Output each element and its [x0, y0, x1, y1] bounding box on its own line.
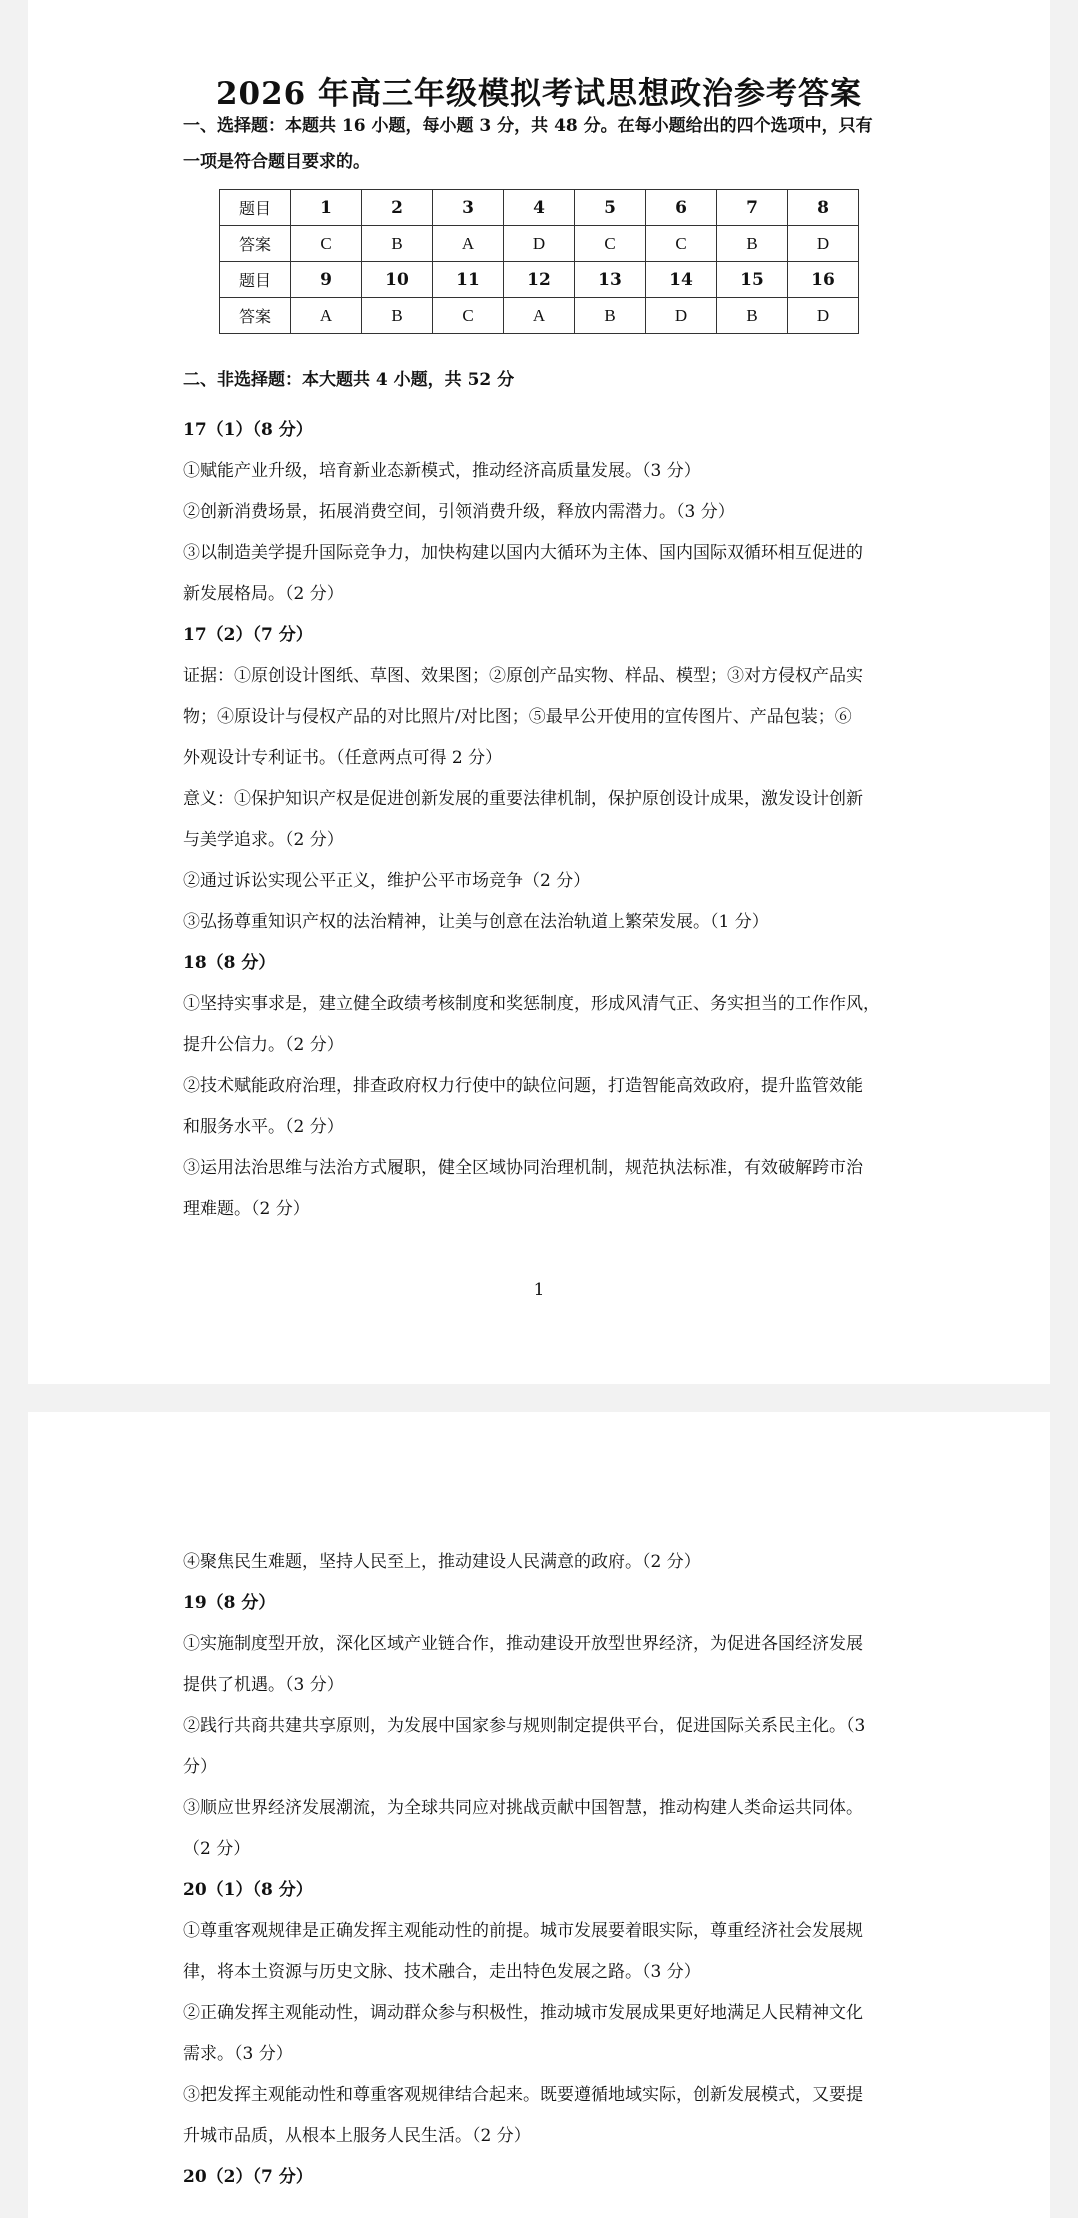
answer-option: D — [788, 226, 859, 262]
question-heading: 20（1）（8 分） — [183, 1880, 313, 1900]
answer-text-line: 与美学追求。（2 分） — [183, 830, 344, 850]
row-label-answer: 答案 — [220, 298, 291, 334]
answer-text-line: 证据：①原创设计图纸、草图、效果图；②原创产品实物、样品、模型；③对方侵权产品实 — [183, 666, 863, 686]
answer-text-line: ①坚持实事求是，建立健全政绩考核制度和奖惩制度，形成风清气正、务实担当的工作作风， — [183, 994, 880, 1014]
answer-option: A — [504, 298, 575, 334]
answer-text-line: 外观设计专利证书。（任意两点可得 2 分） — [183, 748, 503, 768]
answer-text-line: ③运用法治思维与法治方式履职，健全区域协同治理机制，规范执法标准，有效破解跨市治 — [183, 1158, 863, 1178]
answer-text-line: 新发展格局。（2 分） — [183, 584, 344, 604]
section-1-line-2: 一项是符合题目要求的。 — [183, 152, 370, 172]
answer-text-line: ③顺应世界经济发展潮流，为全球共同应对挑战贡献中国智慧，推动构建人类命运共同体。 — [183, 1798, 863, 1818]
page-number: 1 — [533, 1280, 545, 1300]
question-heading: 17（1）（8 分） — [183, 420, 313, 440]
answer-option: D — [504, 226, 575, 262]
answer-text-line: 律，将本土资源与历史文脉、技术融合，走出特色发展之路。（3 分） — [183, 1962, 701, 1982]
answer-text-line: ③把发挥主观能动性和尊重客观规律结合起来。既要遵循地域实际，创新发展模式，又要提 — [183, 2085, 863, 2105]
question-row-2 — [220, 262, 859, 298]
answer-text-line: ②践行共商共建共享原则，为发展中国家参与规则制定提供平台，促进国际关系民主化。（3 — [183, 1716, 866, 1736]
answer-text-line: ②创新消费场景，拓展消费空间，引领消费升级，释放内需潜力。（3 分） — [183, 502, 735, 522]
answer-text-line: ③以制造美学提升国际竞争力，加快构建以国内大循环为主体、国内国际双循环相互促进的 — [183, 543, 863, 563]
answer-text-line: 理难题。（2 分） — [183, 1199, 310, 1219]
answer-option: C — [291, 226, 362, 262]
page-2-body — [183, 1542, 923, 2198]
answer-option: C — [646, 226, 717, 262]
answer-text-line: 和服务水平。（2 分） — [183, 1117, 344, 1137]
answer-text-line: ②技术赋能政府治理，排查政府权力行使中的缺位问题，打造智能高效政府，提升监管效能 — [183, 1076, 863, 1096]
answer-text-line: ①赋能产业升级，培育新业态新模式，推动经济高质量发展。（3 分） — [183, 461, 701, 481]
question-number: 6 — [646, 190, 717, 226]
answer-text-line: 物；④原设计与侵权产品的对比照片/对比图；⑤最早公开使用的宣传图片、产品包装；⑥ — [183, 707, 852, 727]
answer-text-line: ①尊重客观规律是正确发挥主观能动性的前提。城市发展要着眼实际，尊重经济社会发展规 — [183, 1921, 863, 1941]
question-heading: 19（8 分） — [183, 1593, 276, 1613]
answer-text-line: 提升公信力。（2 分） — [183, 1035, 344, 1055]
question-row-1 — [220, 190, 859, 226]
answer-option: B — [362, 298, 433, 334]
answer-option: C — [433, 298, 504, 334]
section-2-heading-wrap — [183, 362, 923, 398]
document-title: 2026 年高三年级模拟考试思想政治参考答案 — [215, 76, 863, 112]
answer-text-line: （2 分） — [183, 1839, 251, 1859]
question-heading: 17（2）（7 分） — [183, 625, 313, 645]
answer-text-line: 需求。（3 分） — [183, 2044, 293, 2064]
question-number: 7 — [717, 190, 788, 226]
answer-text-line: ②正确发挥主观能动性，调动群众参与积极性，推动城市发展成果更好地满足人民精神文化 — [183, 2003, 863, 2023]
answer-option: B — [575, 298, 646, 334]
answer-text-line: 分） — [183, 1757, 217, 1777]
question-number: 14 — [646, 262, 717, 298]
answer-row-1 — [220, 226, 859, 262]
answer-text-line: 升城市品质，从根本上服务人民生活。（2 分） — [183, 2126, 531, 2146]
answer-text-line: ③弘扬尊重知识产权的法治精神，让美与创意在法治轨道上繁荣发展。（1 分） — [183, 912, 769, 932]
answer-text-line: 提供了机遇。（3 分） — [183, 1675, 344, 1695]
question-number: 10 — [362, 262, 433, 298]
answer-text-line: ④聚焦民生难题，坚持人民至上，推动建设人民满意的政府。（2 分） — [183, 1552, 701, 1572]
answer-option: D — [646, 298, 717, 334]
choice-answer-table — [219, 189, 859, 334]
row-label-question: 题目 — [220, 262, 291, 298]
section-1-heading — [183, 108, 923, 180]
answer-text-line: 意义：①保护知识产权是促进创新发展的重要法律机制，保护原创设计成果，激发设计创新 — [183, 789, 863, 809]
question-number: 8 — [788, 190, 859, 226]
question-number: 15 — [717, 262, 788, 298]
answer-option: B — [717, 298, 788, 334]
answer-page-1 — [28, 0, 1050, 1384]
question-number: 5 — [575, 190, 646, 226]
question-heading: 18（8 分） — [183, 953, 276, 973]
question-number: 1 — [291, 190, 362, 226]
question-number: 11 — [433, 262, 504, 298]
answer-option: A — [433, 226, 504, 262]
question-number: 16 — [788, 262, 859, 298]
answer-text-line: ①实施制度型开放，深化区域产业链合作，推动建设开放型世界经济，为促进各国经济发展 — [183, 1634, 863, 1654]
answer-option: C — [575, 226, 646, 262]
question-number: 4 — [504, 190, 575, 226]
question-number: 13 — [575, 262, 646, 298]
answer-option: A — [291, 298, 362, 334]
question-number: 9 — [291, 262, 362, 298]
question-heading: 20（2）（7 分） — [183, 2167, 313, 2187]
page-1-body — [183, 410, 923, 1230]
answer-option: B — [362, 226, 433, 262]
section-2-heading: 二、非选择题：本大题共 4 小题，共 52 分 — [183, 370, 515, 390]
row-label-answer: 答案 — [220, 226, 291, 262]
answer-page-2 — [28, 1412, 1050, 2218]
question-number: 12 — [504, 262, 575, 298]
question-number: 3 — [433, 190, 504, 226]
answer-option: D — [788, 298, 859, 334]
answer-text-line: ②通过诉讼实现公平正义，维护公平市场竞争（2 分） — [183, 871, 591, 891]
question-number: 2 — [362, 190, 433, 226]
section-1-line-1: 一、选择题：本题共 16 小题，每小题 3 分，共 48 分。在每小题给出的四个选项中，只有 — [183, 116, 873, 136]
answer-row-2 — [220, 298, 859, 334]
answer-option: B — [717, 226, 788, 262]
row-label-question: 题目 — [220, 190, 291, 226]
